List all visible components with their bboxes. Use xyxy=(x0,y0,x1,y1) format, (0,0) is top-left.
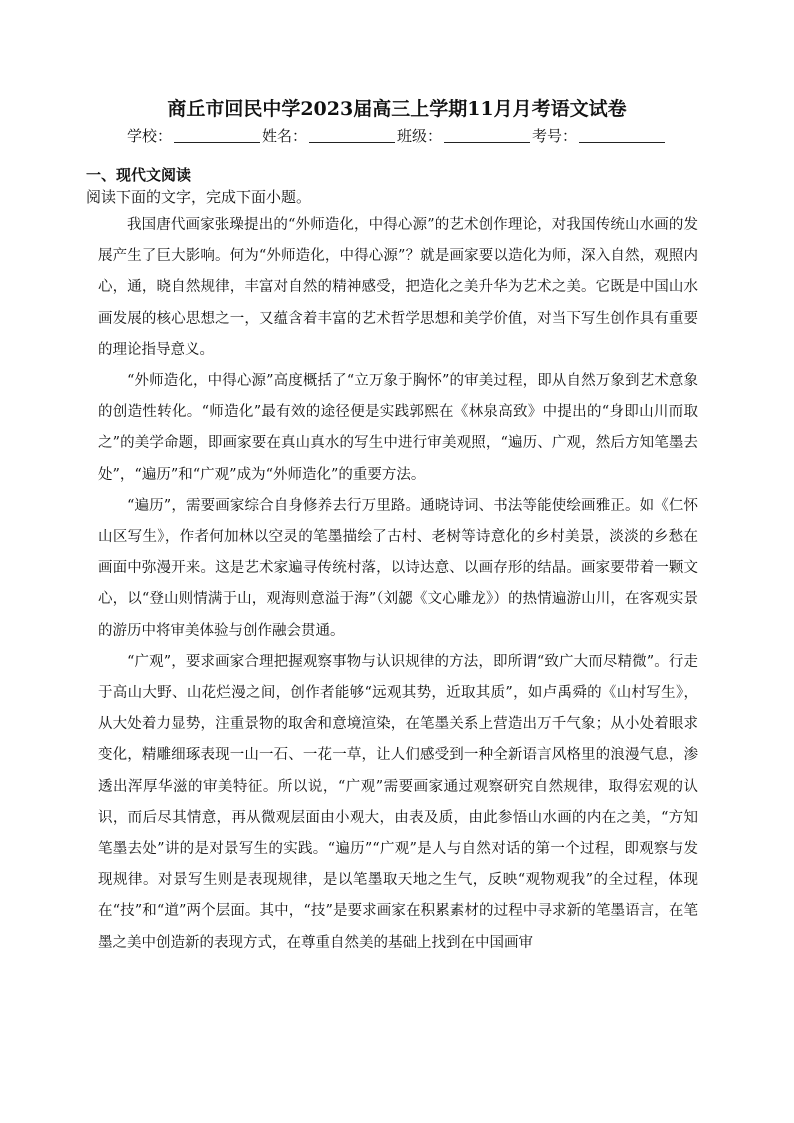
student-info-line xyxy=(0,124,794,148)
school-label: 学校： xyxy=(126,127,172,145)
name-blank[interactable] xyxy=(309,127,395,143)
passage-paragraph-1: 我国唐代画家张璪提出的“外师造化，中得心源”的艺术创作理论，对我国传统山水画的发展产生了巨大影响。何为“外师造化，中得心源”？就是画家要以造化为师，深入自然，观照内心，通，晓自然规律，丰富对自然的精神感受，把造化之美升华为艺术之美。它既是中国山水画发展的核心思想之一，又蕴含着丰富的艺术哲学思想和美学价值，对当下写生创作具有重要的理论指导意义。 xyxy=(98,217,698,358)
passage-paragraph-3: “遍历”，需要画家综合自身修养去行万里路。通晓诗词、书法等能使绘画雅正。如《仁怀山区写生》，作者何加林以空灵的笔墨描绘了古村、老树等诗意化的乡村美景，淡淡的乡愁在画面中弥漫开来。这是艺术家遍寻传统村落，以诗达意、以画存形的结晶。画家要带着一颗文心，以“登山则情满于山，观海则意溢于海”（刘勰《文心雕龙》）的热情遍游山川，在客观实景的游历中将审美体验与创作融会贯通。 xyxy=(98,497,698,639)
reading-passage xyxy=(98,210,698,959)
school-blank[interactable] xyxy=(174,127,260,143)
section-heading: 一、现代文阅读 xyxy=(86,166,192,184)
page-title: 商丘市回民中学2023届高三上学期11月月考语文试卷 xyxy=(167,98,627,120)
class-label: 班级： xyxy=(397,127,443,145)
class-blank[interactable] xyxy=(444,127,530,143)
instruction-text: 阅读下面的文字，完成下面小题。 xyxy=(86,188,312,206)
number-blank[interactable] xyxy=(579,127,665,143)
passage-paragraph-4: “广观”，要求画家合理把握观察事物与认识规律的方法，即所谓“致广大而尽精微”。行走于高山大野、山花烂漫之间，创作者能够“远观其势，近取其质”，如卢禹舜的《山村写生》，从大处着力显势，注重景物的取舍和意境渲染，在笔墨关系上营造出万千气象；从小处着眼求变化，精雕细琢表现一山一石、一花一草，让人们感受到一种全新语言风格里的浪漫气息，渗透出浑厚华滋的审美特征。所以说，“广观”需要画家通过观察研究自然规律，取得宏观的认识，而后尽其情意，再从微观层面由小观大，由表及质，由此参悟山水画的内在之美，“方知笔墨去处”讲的是对景写生的实践。“遍历”“广观”是人与自然对话的第一个过程，即观察与发现规律。对景写生则是表现规律，是以笔墨取天地之生气，反映“观物观我”的全过程，体现在“技”和“道”两个层面。其中，“技”是要求画家在积累素材的过程中寻求新的笔墨语言，在笔墨之美中创造新的表现方式，在尊重自然美的基础上找到在中国画审 xyxy=(98,653,698,951)
name-label: 姓名： xyxy=(261,127,307,145)
passage-paragraph-2: “外师造化，中得心源”高度概括了“立万象于胸怀”的审美过程，即从自然万象到艺术意象的创造性转化。“师造化”最有效的途径便是实践郭熙在《林泉高致》中提出的“身即山川而取之”的美学命题，即画家要在真山真水的写生中进行审美观照，“遍历、广观，然后方知笔墨去处”，“遍历”和“广观”成为“外师造化”的重要方法。 xyxy=(98,373,698,483)
number-label: 考号： xyxy=(532,127,578,145)
